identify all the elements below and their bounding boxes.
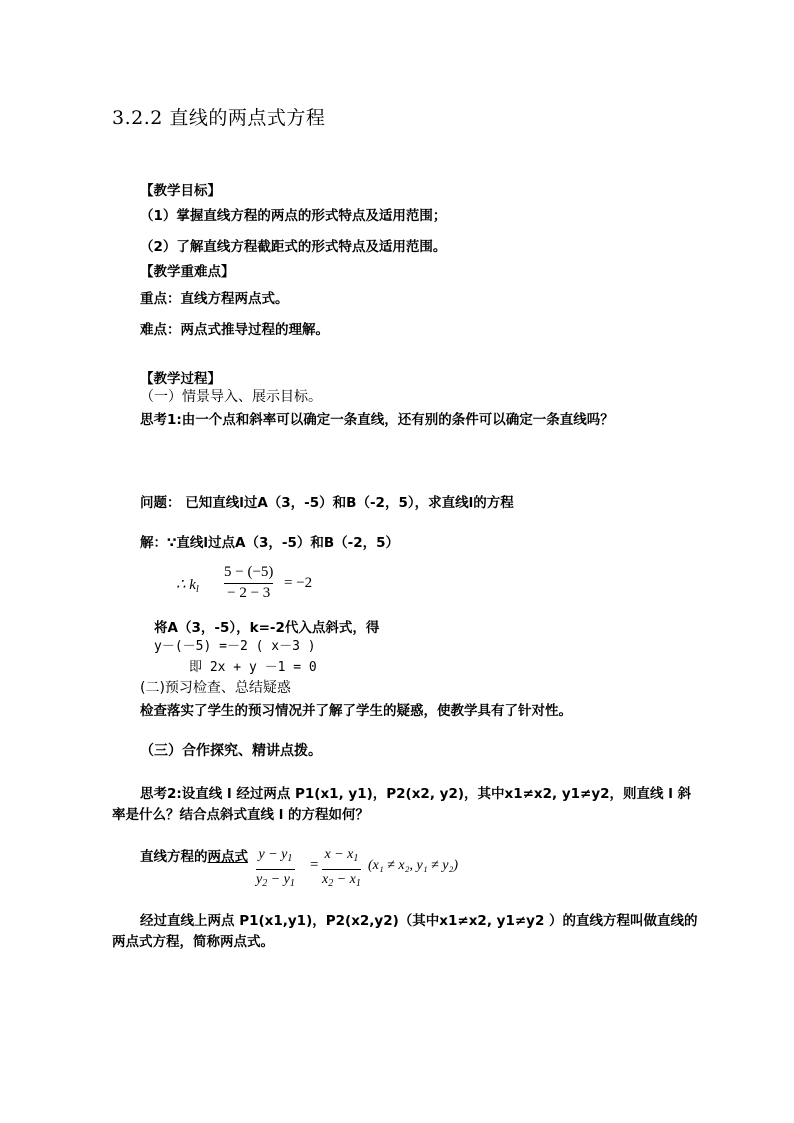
formula-equals: = — [310, 857, 319, 873]
key-points-heading: 【教学重难点】 — [140, 264, 235, 280]
equation-1: y－(－5) =－2 ( x－3 ) — [154, 639, 316, 654]
slope-fraction — [224, 564, 273, 602]
think1-text: 思考1:由一个点和斜率可以确定一条直线，还有别的条件可以确定一条直线吗？ — [140, 412, 614, 428]
part2-text: 检查落实了学生的预习情况并了解了学生的疑惑，使教学具有了针对性。 — [140, 703, 572, 719]
formula-label: 直线方程的两点式 — [140, 849, 248, 865]
question-text: 问题： 已知直线l过A（3，-5）和B（-2，5），求直线l的方程 — [140, 495, 514, 511]
formula-rhs-numerator: $x - x_1$ — [324, 847, 359, 864]
page-title: 3.2.2 直线的两点式方程 — [112, 107, 326, 129]
slope-formula — [176, 562, 376, 608]
formula-lhs-fraction — [256, 846, 295, 892]
think2-line-1: 思考2:设直线 l 经过两点 P1(x1, y1)，P2(x2, y2)，其中x1≠x2, y1≠y2，则直线 l 斜 — [140, 786, 692, 802]
substitute-text: 将A（3，-5），k=-2代入点斜式，得 — [154, 620, 380, 636]
formula-rhs-denominator: $x_2 - x_1$ — [322, 872, 361, 889]
slope-denominator: − 2 − 3 — [227, 585, 271, 601]
slope-prefix: ∴ $k_l$ — [176, 577, 199, 595]
focus-text: 重点：直线方程两点式。 — [140, 291, 289, 307]
process-heading: 【教学过程】 — [140, 371, 221, 387]
formula-lhs-numerator: $y - y_1$ — [258, 847, 293, 864]
part1-heading: （一）情景导入、展示目标。 — [140, 389, 322, 405]
think2-line-2: 率是什么？结合点斜式直线 l 的方程如何？ — [112, 807, 370, 823]
part2-heading: (二)预习检查、总结疑惑 — [140, 680, 291, 696]
part3-heading: （三）合作探究、精讲点拨。 — [140, 743, 322, 759]
difficulty-text: 难点：两点式推导过程的理解。 — [140, 322, 329, 338]
objective-item-2: （2）了解直线方程截距式的形式特点及适用范围。 — [140, 239, 447, 255]
formula-rhs-fraction — [322, 846, 361, 892]
equation-2: 即 2x + y －1 = 0 — [189, 660, 317, 675]
objectives-heading: 【教学目标】 — [140, 183, 221, 199]
solution-line: 解：∵直线l过点A（3，-5）和B（-2，5） — [140, 535, 400, 551]
objective-item-1: （1）掌握直线方程的两点的形式特点及适用范围； — [140, 208, 447, 224]
formula-condition: (x₁ ≠ x₂, y₁ ≠ y₂) — [368, 858, 459, 873]
two-point-formula — [256, 846, 486, 892]
slope-result: = −2 — [284, 575, 313, 591]
slope-numerator: 5 − (−5) — [224, 564, 274, 580]
definition-line-1: 经过直线上两点 P1(x1,y1)，P2(x2,y2)（其中x1≠x2, y1≠y2 ）的直线方程叫做直线的 — [140, 913, 698, 929]
formula-lhs-denominator: $y_2 - y_1$ — [256, 872, 295, 889]
definition-line-2: 两点式方程，简称两点式。 — [112, 934, 274, 950]
